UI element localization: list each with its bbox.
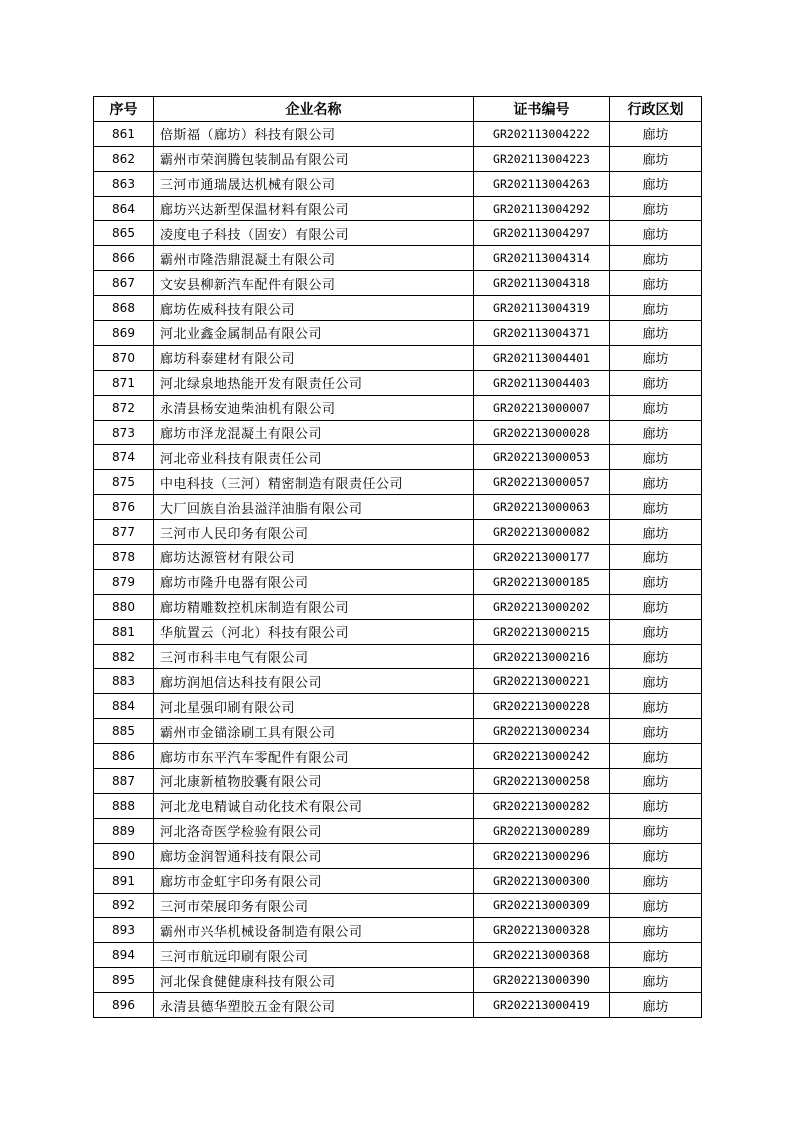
row-serial: 866 (94, 246, 154, 271)
row-company-name: 廊坊金润智通科技有限公司 (154, 843, 474, 868)
row-region: 廊坊 (610, 196, 702, 221)
row-company-name: 廊坊润旭信达科技有限公司 (154, 669, 474, 694)
row-serial: 886 (94, 744, 154, 769)
row-serial: 885 (94, 719, 154, 744)
row-certificate-number: GR202213000242 (474, 744, 610, 769)
row-region: 廊坊 (610, 769, 702, 794)
row-certificate-number: GR202213000289 (474, 818, 610, 843)
row-company-name: 华航置云（河北）科技有限公司 (154, 619, 474, 644)
table-row (94, 345, 702, 370)
table-row (94, 321, 702, 346)
table-row (94, 445, 702, 470)
table-row (94, 893, 702, 918)
row-company-name: 廊坊市泽龙混凝土有限公司 (154, 420, 474, 445)
row-serial: 883 (94, 669, 154, 694)
table-row (94, 395, 702, 420)
row-company-name: 永清县德华塑胶五金有限公司 (154, 993, 474, 1018)
row-serial: 864 (94, 196, 154, 221)
row-region: 廊坊 (610, 520, 702, 545)
table-row (94, 644, 702, 669)
row-serial: 893 (94, 918, 154, 943)
table-row (94, 420, 702, 445)
row-serial: 884 (94, 694, 154, 719)
row-serial: 871 (94, 370, 154, 395)
table-row (94, 221, 702, 246)
table-row (94, 271, 702, 296)
header-serial: 序号 (94, 97, 154, 122)
row-serial: 865 (94, 221, 154, 246)
table-row (94, 619, 702, 644)
row-region: 廊坊 (610, 968, 702, 993)
row-region: 廊坊 (610, 271, 702, 296)
row-company-name: 凌度电子科技（固安）有限公司 (154, 221, 474, 246)
table-row (94, 196, 702, 221)
row-serial: 876 (94, 495, 154, 520)
table-row (94, 744, 702, 769)
table-row (94, 868, 702, 893)
row-region: 廊坊 (610, 221, 702, 246)
row-company-name: 河北龙电精诚自动化技术有限公司 (154, 793, 474, 818)
table-row (94, 296, 702, 321)
row-region: 廊坊 (610, 296, 702, 321)
row-certificate-number: GR202213000390 (474, 968, 610, 993)
table-row (94, 993, 702, 1018)
row-certificate-number: GR202113004292 (474, 196, 610, 221)
row-region: 廊坊 (610, 445, 702, 470)
row-serial: 895 (94, 968, 154, 993)
row-region: 廊坊 (610, 943, 702, 968)
table-row (94, 918, 702, 943)
row-region: 廊坊 (610, 420, 702, 445)
table-row (94, 545, 702, 570)
row-certificate-number: GR202213000228 (474, 694, 610, 719)
table-row (94, 793, 702, 818)
row-serial: 863 (94, 171, 154, 196)
table-row (94, 370, 702, 395)
table-row (94, 594, 702, 619)
row-serial: 887 (94, 769, 154, 794)
row-certificate-number: GR202213000309 (474, 893, 610, 918)
row-serial: 861 (94, 121, 154, 146)
row-company-name: 文安县柳新汽车配件有限公司 (154, 271, 474, 296)
row-serial: 874 (94, 445, 154, 470)
row-certificate-number: GR202213000007 (474, 395, 610, 420)
row-certificate-number: GR202213000368 (474, 943, 610, 968)
table-row (94, 121, 702, 146)
row-region: 廊坊 (610, 669, 702, 694)
row-company-name: 河北康新植物胶囊有限公司 (154, 769, 474, 794)
row-region: 廊坊 (610, 395, 702, 420)
row-certificate-number: GR202113004403 (474, 370, 610, 395)
table-row (94, 968, 702, 993)
row-certificate-number: GR202213000258 (474, 769, 610, 794)
table-row (94, 719, 702, 744)
row-region: 廊坊 (610, 321, 702, 346)
row-company-name: 河北星强印刷有限公司 (154, 694, 474, 719)
row-region: 廊坊 (610, 843, 702, 868)
row-company-name: 廊坊科泰建材有限公司 (154, 345, 474, 370)
row-certificate-number: GR202113004401 (474, 345, 610, 370)
row-serial: 870 (94, 345, 154, 370)
row-serial: 891 (94, 868, 154, 893)
table-row (94, 943, 702, 968)
row-serial: 868 (94, 296, 154, 321)
row-certificate-number: GR202213000234 (474, 719, 610, 744)
row-serial: 892 (94, 893, 154, 918)
row-certificate-number: GR202213000202 (474, 594, 610, 619)
row-serial: 882 (94, 644, 154, 669)
row-serial: 889 (94, 818, 154, 843)
row-region: 廊坊 (610, 545, 702, 570)
header-region: 行政区划 (610, 97, 702, 122)
row-company-name: 倍斯福（廊坊）科技有限公司 (154, 121, 474, 146)
table-row (94, 694, 702, 719)
row-region: 廊坊 (610, 744, 702, 769)
table-row (94, 669, 702, 694)
row-company-name: 三河市航远印刷有限公司 (154, 943, 474, 968)
row-company-name: 廊坊达源管材有限公司 (154, 545, 474, 570)
row-certificate-number: GR202113004222 (474, 121, 610, 146)
row-company-name: 河北业鑫金属制品有限公司 (154, 321, 474, 346)
enterprise-table (93, 96, 702, 1018)
row-company-name: 霸州市荣润腾包装制品有限公司 (154, 146, 474, 171)
row-serial: 881 (94, 619, 154, 644)
row-serial: 894 (94, 943, 154, 968)
row-region: 廊坊 (610, 370, 702, 395)
row-region: 廊坊 (610, 345, 702, 370)
row-serial: 880 (94, 594, 154, 619)
row-certificate-number: GR202213000419 (474, 993, 610, 1018)
row-certificate-number: GR202113004223 (474, 146, 610, 171)
table-row (94, 769, 702, 794)
table-row (94, 818, 702, 843)
row-company-name: 霸州市隆浩鼎混凝土有限公司 (154, 246, 474, 271)
row-serial: 879 (94, 569, 154, 594)
row-company-name: 廊坊精雕数控机床制造有限公司 (154, 594, 474, 619)
row-region: 廊坊 (610, 594, 702, 619)
row-company-name: 廊坊市东平汽车零配件有限公司 (154, 744, 474, 769)
row-company-name: 河北绿泉地热能开发有限责任公司 (154, 370, 474, 395)
row-region: 廊坊 (610, 694, 702, 719)
row-company-name: 三河市人民印务有限公司 (154, 520, 474, 545)
row-company-name: 廊坊市隆升电器有限公司 (154, 569, 474, 594)
row-serial: 896 (94, 993, 154, 1018)
row-certificate-number: GR202213000221 (474, 669, 610, 694)
row-serial: 872 (94, 395, 154, 420)
row-certificate-number: GR202113004297 (474, 221, 610, 246)
table-row (94, 495, 702, 520)
table-row (94, 171, 702, 196)
row-certificate-number: GR202213000177 (474, 545, 610, 570)
row-serial: 877 (94, 520, 154, 545)
table-row (94, 246, 702, 271)
row-serial: 875 (94, 470, 154, 495)
row-region: 廊坊 (610, 918, 702, 943)
row-company-name: 廊坊佐威科技有限公司 (154, 296, 474, 321)
row-certificate-number: GR202213000063 (474, 495, 610, 520)
row-serial: 890 (94, 843, 154, 868)
row-serial: 869 (94, 321, 154, 346)
row-region: 廊坊 (610, 868, 702, 893)
row-certificate-number: GR202213000082 (474, 520, 610, 545)
row-region: 廊坊 (610, 619, 702, 644)
row-certificate-number: GR202213000028 (474, 420, 610, 445)
row-serial: 862 (94, 146, 154, 171)
row-region: 廊坊 (610, 121, 702, 146)
row-region: 廊坊 (610, 495, 702, 520)
row-company-name: 永清县杨安迪柴油机有限公司 (154, 395, 474, 420)
row-region: 廊坊 (610, 818, 702, 843)
table-row (94, 569, 702, 594)
row-serial: 888 (94, 793, 154, 818)
row-certificate-number: GR202113004371 (474, 321, 610, 346)
row-company-name: 河北保食健健康科技有限公司 (154, 968, 474, 993)
row-serial: 867 (94, 271, 154, 296)
row-serial: 878 (94, 545, 154, 570)
row-certificate-number: GR202213000282 (474, 793, 610, 818)
row-certificate-number: GR202213000185 (474, 569, 610, 594)
row-certificate-number: GR202213000216 (474, 644, 610, 669)
row-certificate-number: GR202113004263 (474, 171, 610, 196)
row-region: 廊坊 (610, 569, 702, 594)
row-region: 廊坊 (610, 644, 702, 669)
table-row (94, 520, 702, 545)
row-company-name: 河北帝业科技有限责任公司 (154, 445, 474, 470)
table-row (94, 146, 702, 171)
row-serial: 873 (94, 420, 154, 445)
table-header-row (94, 97, 702, 122)
row-certificate-number: GR202213000057 (474, 470, 610, 495)
row-certificate-number: GR202113004318 (474, 271, 610, 296)
row-certificate-number: GR202213000053 (474, 445, 610, 470)
row-region: 廊坊 (610, 993, 702, 1018)
row-certificate-number: GR202113004314 (474, 246, 610, 271)
row-certificate-number: GR202213000215 (474, 619, 610, 644)
row-company-name: 河北洛奇医学检验有限公司 (154, 818, 474, 843)
header-company-name: 企业名称 (154, 97, 474, 122)
row-region: 廊坊 (610, 246, 702, 271)
row-certificate-number: GR202113004319 (474, 296, 610, 321)
row-region: 廊坊 (610, 893, 702, 918)
row-region: 廊坊 (610, 146, 702, 171)
row-company-name: 大厂回族自治县溢洋油脂有限公司 (154, 495, 474, 520)
table-row (94, 470, 702, 495)
row-company-name: 三河市荣展印务有限公司 (154, 893, 474, 918)
row-region: 廊坊 (610, 470, 702, 495)
row-certificate-number: GR202213000296 (474, 843, 610, 868)
table-row (94, 843, 702, 868)
row-region: 廊坊 (610, 719, 702, 744)
row-certificate-number: GR202213000328 (474, 918, 610, 943)
row-company-name: 廊坊市金虹宇印务有限公司 (154, 868, 474, 893)
row-company-name: 三河市科丰电气有限公司 (154, 644, 474, 669)
row-region: 廊坊 (610, 793, 702, 818)
row-company-name: 霸州市金锚涂刷工具有限公司 (154, 719, 474, 744)
row-region: 廊坊 (610, 171, 702, 196)
row-company-name: 中电科技（三河）精密制造有限责任公司 (154, 470, 474, 495)
row-company-name: 霸州市兴华机械设备制造有限公司 (154, 918, 474, 943)
header-certificate-number: 证书编号 (474, 97, 610, 122)
row-company-name: 三河市通瑞晟达机械有限公司 (154, 171, 474, 196)
row-certificate-number: GR202213000300 (474, 868, 610, 893)
row-company-name: 廊坊兴达新型保温材料有限公司 (154, 196, 474, 221)
